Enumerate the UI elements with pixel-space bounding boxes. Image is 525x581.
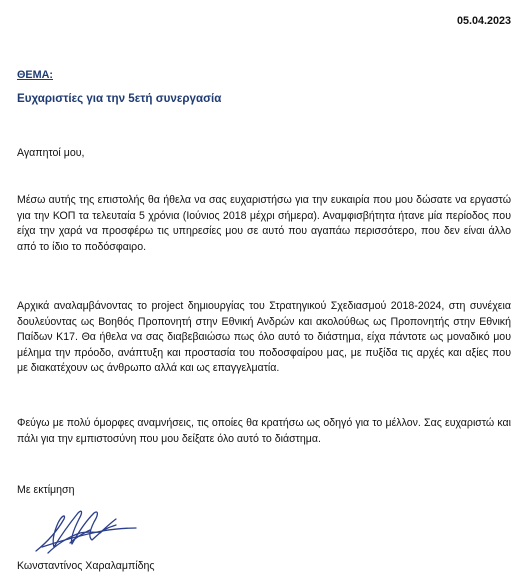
handwritten-signature [30,503,142,557]
subject-title: Ευχαριστίες για την 5ετή συνεργασία [17,92,222,105]
signer-name: Κωνσταντίνος Χαραλαμπίδης [17,560,155,572]
body-paragraph-3: Φεύγω με πολύ όμορφες αναμνήσεις, τις οποίες θα κρατήσω ως οδηγό για το μέλλον. Σας ευχαριστώ και πάλι για την εμπιστοσύνη που μου δείξατε όλο αυτό το διάστημα. [17,417,511,445]
closing-phrase: Με εκτίμηση [17,484,75,496]
letter-date: 05.04.2023 [456,15,511,27]
subject-label: ΘΕΜΑ: [17,69,53,81]
body-paragraph-1: Μέσω αυτής της επιστολής θα ήθελα να σας ευχαριστήσω για την ευκαιρία που μου δώσατε να εργαστώ για την ΚΟΠ τα τελευταία 5 χρόνια (Ιούνιος 2018 μέχρι σήμερα). Αναμφισβήτητα ήτανε μία περίοδος που είχα την χαρά να προσφέρω τις υπηρεσίες μου σε αυτό που αγαπάω περισσότερο, που δεν είναι άλλο από το ίδιο το ποδόσφαιρο. [17,194,511,253]
greeting: Αγαπητοί μου, [17,147,85,159]
body-paragraph-2: Αρχικά αναλαμβάνοντας το project δημιουργίας του Στρατηγικού Σχεδιασμού 2018-2024, στη συνέχεια δουλεύοντας ως Βοηθός Προπονητή στην Εθνική Ανδρών και ακολούθως ως Προπονητής στην Εθνική Παίδων Κ17. Θα ήθελα να σας διαβεβαιώσω πως όλο αυτό το διάστημα, είχα πάντοτε ως μοναδικό μου μέλημα την πρόοδο, ανάπτυξη και προστασία του ποδοσφαίρου μας, με πυξίδα τις αρχές και αξίες που με διακατέχουν ως άνθρωπο αλλά και ως επαγγελματία. [17,300,511,374]
